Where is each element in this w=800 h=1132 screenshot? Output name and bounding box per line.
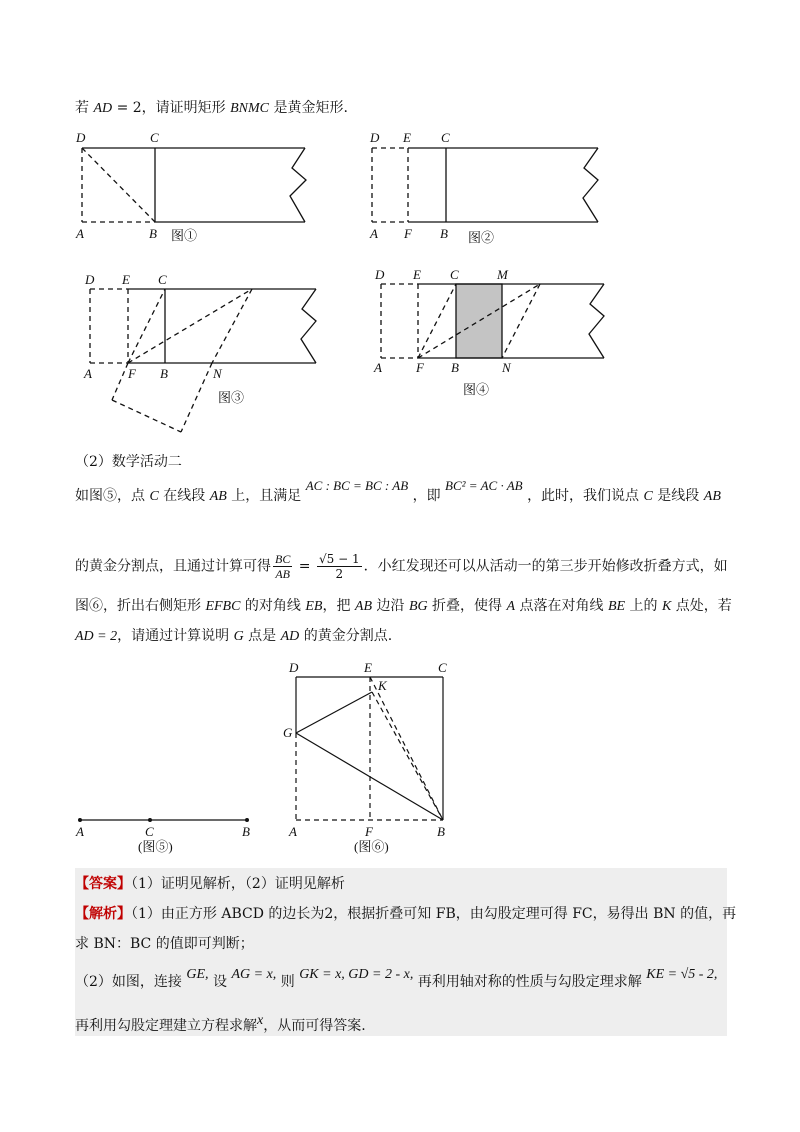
fig1-label-b: B (149, 226, 157, 241)
para-text: 如图⑤，点 (75, 488, 150, 504)
fig2-label-b: B (440, 226, 448, 241)
answer-tag: 【答案】 (75, 876, 131, 892)
answer-text: （1）证明见解析，（2）证明见解析 (131, 876, 345, 892)
para-text: 在线段 (158, 488, 210, 504)
para-var-ab: AB (703, 489, 721, 504)
fig1-label-d: D (76, 130, 86, 145)
para-var: A (506, 599, 516, 614)
analysis-text: 则 (280, 974, 295, 990)
fig3-label-d: D (85, 272, 95, 287)
analysis-line-4 (75, 1013, 366, 1037)
analysis-eq-gk: GK = x, GD = 2 - x, (299, 967, 414, 982)
fig4-label-n: N (502, 360, 511, 375)
fig6-label-c: C (438, 660, 447, 675)
para-text: 上，且满足 (226, 488, 302, 504)
frac-den: 2 (335, 567, 344, 581)
para-text: 折叠，使得 (427, 598, 507, 614)
para-var: G (233, 629, 244, 644)
fig6-caption: (图⑥) (354, 839, 389, 854)
fig6-label-f: F (365, 824, 373, 839)
para-text: 边沿 (372, 598, 409, 614)
para-var: AB (354, 599, 373, 614)
fig3-caption: 图③ (218, 390, 245, 405)
analysis-line-2: 求 BN：BC 的值即可判断； (75, 936, 254, 952)
para-var: BE (607, 599, 626, 614)
fig5-label-b: B (242, 824, 250, 839)
para-text: 的黄金分割点. (299, 628, 393, 644)
intro-eq: = 2 (112, 100, 142, 116)
para-text: ．小红发现还可以从活动一的第三步开始修改折叠方式，如 (363, 558, 728, 575)
fig1-caption: 图① (171, 228, 198, 243)
analysis-eq-ag: AG = x, (231, 967, 277, 982)
fig4-label-f: F (416, 360, 424, 375)
analysis-text: ，从而可得答案. (263, 1018, 366, 1034)
fig2-label-a: A (370, 226, 378, 241)
analysis-text: （2）如图，连接 (75, 974, 182, 990)
para-text: ，请通过计算说明 (117, 628, 234, 644)
analysis-line-1 (75, 904, 736, 924)
para-text: 点落在对角线 (515, 598, 608, 614)
fig4-label-b: B (451, 360, 459, 375)
para-text: 图⑥，折出右侧矩形 (75, 598, 206, 614)
fig6-label-d: D (289, 660, 299, 675)
fig3-label-f: F (128, 366, 136, 381)
fig1-label-c: C (150, 130, 159, 145)
formula-square: BC² = AC · AB (445, 478, 523, 493)
fig6-label-g: G (283, 725, 293, 740)
fig6-label-b: B (437, 824, 445, 839)
analysis-text: 再利用勾股定理建立方程求解 (75, 1018, 257, 1034)
intro-pre: 若 (75, 100, 94, 116)
intro-mid: ，请证明矩形 (141, 100, 231, 116)
analysis-var-x: x (257, 1013, 264, 1028)
formula-ratio: AC : BC = BC : AB (305, 478, 409, 493)
fig5-label-a: A (76, 824, 84, 839)
fig4-caption: 图④ (463, 382, 490, 397)
fig6-label-k: K (378, 678, 387, 693)
fig4-label-d: D (375, 267, 385, 282)
frac-den: AB (275, 567, 290, 581)
fig4-label-e: E (413, 267, 421, 282)
fig3-label-n: N (213, 366, 222, 381)
fig2-label-f: F (404, 226, 412, 241)
analysis-text: （1）由正方形 ABCD 的边长为2，根据折叠可知 FB，由勾股定理可得 FC，易得出 BN 的值，再 (131, 906, 737, 922)
fig2-caption: 图② (468, 230, 495, 245)
fig5-caption: (图⑤) (138, 839, 173, 854)
fig6-label-e: E (364, 660, 372, 675)
para-text: 的黄金分割点，且通过计算可得 (75, 558, 271, 575)
frac-num: √5 − 1 (318, 552, 360, 566)
para-var-ab: AB (209, 489, 227, 504)
fig4-label-m: M (497, 267, 508, 282)
para-text: ，把 (322, 598, 355, 614)
analysis-text: 再利用轴对称的性质与勾股定理求解 (417, 974, 642, 990)
frac-num: BC (275, 552, 291, 566)
para-var: BG (408, 599, 428, 614)
intro-post: 是黄金矩形. (269, 100, 348, 116)
fig3-label-b: B (160, 366, 168, 381)
section2-title: （2）数学活动二 (75, 454, 182, 470)
para-text: 上的 (625, 598, 662, 614)
para-var-c: C (149, 489, 159, 504)
analysis-text: 设 (213, 974, 227, 990)
fig4-label-c: C (450, 267, 459, 282)
para-text: 点处，若 (671, 598, 732, 614)
analysis-eq-ke: KE = √5 - 2, (646, 967, 718, 982)
para-var: AD = 2 (75, 629, 118, 644)
fig2-label-c: C (441, 130, 450, 145)
fig5-label-c: C (145, 824, 154, 839)
fig2-label-d: D (370, 130, 380, 145)
analysis-var-ge: GE, (186, 967, 209, 982)
analysis-tag: 【解析】 (75, 906, 131, 922)
eq-sign: = (294, 558, 315, 575)
fig6-label-a: A (289, 824, 297, 839)
para-var: EB (305, 599, 323, 614)
answer-line (75, 874, 345, 894)
fig1-label-a: A (76, 226, 84, 241)
para-var: AD (280, 629, 300, 644)
para-var: K (662, 599, 672, 614)
para-text: ，此时，我们说点 (527, 488, 644, 504)
fig3-label-e: E (122, 272, 130, 287)
para-text: 的对角线 (240, 598, 306, 614)
intro-bnmc: BNMC (230, 101, 270, 116)
fig3-label-a: A (84, 366, 92, 381)
para-text: 是线段 (652, 488, 704, 504)
para-var: EFBC (205, 599, 241, 614)
para-text: ，即 (412, 488, 441, 504)
fig2-label-e: E (403, 130, 411, 145)
fig4-label-a: A (374, 360, 382, 375)
intro-ad: AD (93, 101, 113, 116)
para-var-c: C (643, 489, 653, 504)
fig3-label-c: C (158, 272, 167, 287)
analysis-line-3 (75, 967, 718, 993)
para-text: 点是 (243, 628, 281, 644)
